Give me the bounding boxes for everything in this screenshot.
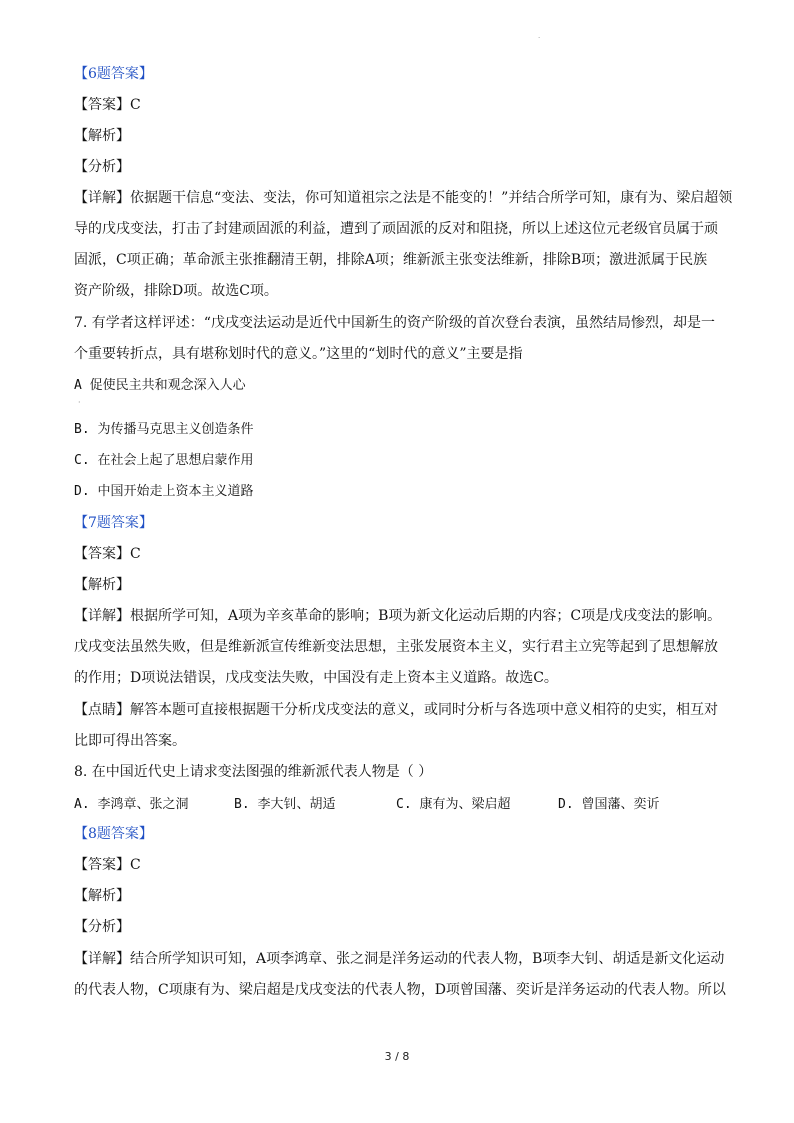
q8-option-b: B. 李大钊、胡适	[234, 797, 336, 812]
q6-explanation-line1: 【详解】依据题干信息“变法、变法，你可知道祖宗之法是不能变的！”并结合所学可知，康有为、梁启超领	[74, 190, 733, 206]
q7-explanation-line3: 的作用；D项说法错误，戊戌变法失败，中国没有走上资本主义道路。故选C。	[74, 670, 558, 686]
q7-analysis-label: 【解析】	[74, 577, 130, 593]
q7-option-d: D. 中国开始走上资本主义道路	[74, 484, 254, 499]
q7-answer: 【答案】C	[74, 546, 141, 562]
q7-answer-heading: 【7题答案】	[74, 515, 153, 531]
q8-option-c: C. 康有为、梁启超	[396, 797, 511, 812]
q6-answer: 【答案】C	[74, 97, 141, 113]
q6-analysis-label: 【解析】	[74, 128, 130, 144]
q7-explanation-line2: 戊戌变法虽然失败，但是维新派宣传维新变法思想，主张发展资本主义，实行君主立宪等起到了思想解放	[74, 639, 718, 655]
q8-stem: 8. 在中国近代史上请求变法图强的维新派代表人物是（ ）	[74, 764, 433, 780]
q7-tip-line2: 比即可得出答案。	[74, 733, 186, 749]
q7-explanation-line1: 【详解】根据所学可知，A项为辛亥革命的影响；B项为新文化运动后期的内容；C项是戊戌变法的影响。	[74, 608, 722, 624]
q7-option-a: A 促使民主共和观念深入人心	[74, 378, 246, 393]
q7-stem-line2: 个重要转折点，具有堪称划时代的意义。”这里的“划时代的意义”主要是指	[74, 346, 523, 362]
page-number: 3 / 8	[384, 1050, 410, 1063]
q6-fenxi-label: 【分析】	[74, 159, 130, 175]
q8-explanation-line1: 【详解】结合所学知识可知，A项李鸿章、张之洞是洋务运动的代表人物，B项李大钊、胡适是新文化运动	[74, 951, 725, 967]
q7-option-c: C. 在社会上起了思想启蒙作用	[74, 453, 254, 468]
q6-explanation-line4: 资产阶级，排除D项。故选C项。	[74, 283, 278, 299]
q8-fenxi-label: 【分析】	[74, 919, 130, 935]
q8-option-d: D. 曾国藩、奕䜣	[558, 797, 660, 812]
q6-explanation-line3: 固派，C项正确；革命派主张推翻清王朝，排除A项；维新派主张变法维新，排除B项；激进派属于民族	[74, 252, 708, 268]
q8-analysis-label: 【解析】	[74, 888, 130, 904]
q8-answer-heading: 【8题答案】	[74, 826, 153, 842]
q6-answer-heading: 【6题答案】	[74, 66, 153, 82]
q8-option-a: A. 李鸿章、张之洞	[74, 797, 189, 812]
header-dot: .	[538, 32, 541, 40]
q6-explanation-line2: 导的戊戌变法，打击了封建顽固派的利益，遭到了顽固派的反对和阻挠，所以上述这位元老级官员属于顽	[74, 221, 718, 237]
q7-stem-line1: 7. 有学者这样评述：“戊戌变法运动是近代中国新生的资产阶级的首次登台表演，虽然结局惨烈，却是一	[74, 315, 715, 331]
stray-dot: ·	[78, 398, 81, 407]
q8-options-row	[74, 793, 734, 813]
q7-option-b: B. 为传播马克思主义创造条件	[74, 422, 254, 437]
q7-tip-line1: 【点睛】解答本题可直接根据题干分析戊戌变法的意义，或同时分析与各选项中意义相符的史实，相互对	[74, 702, 718, 718]
q8-answer: 【答案】C	[74, 857, 141, 873]
q8-explanation-line2: 的代表人物，C项康有为、梁启超是戊戌变法的代表人物，D项曾国藩、奕䜣是洋务运动的代表人物。所以	[74, 982, 726, 998]
